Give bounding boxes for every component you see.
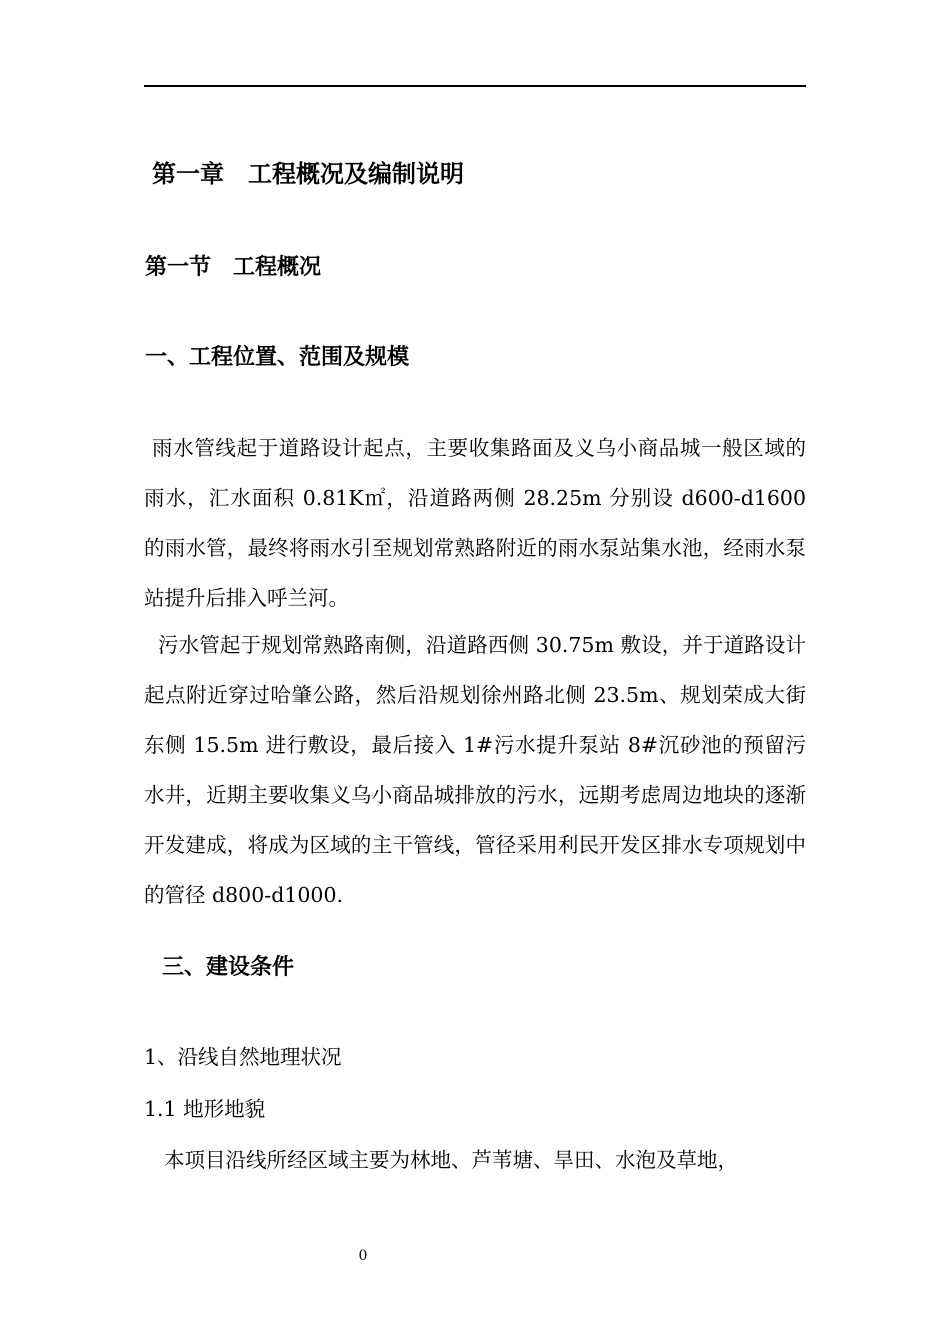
- paragraph-rainwater: 雨水管线起于道路设计起点，主要收集路面及义乌小商品城一般区域的雨水，汇水面积 0.81K㎡，沿道路两侧 28.25m 分别设 d600-d1600 的雨水管，最终将雨水引至规划常熟路附近的雨水泵站集水池，经雨水泵站提升后排入呼兰河。: [144, 436, 806, 610]
- chapter-title: 第一章 工程概况及编制说明: [152, 160, 464, 188]
- item-natural-geography: 1、沿线自然地理状况: [144, 1045, 342, 1069]
- page-number: 0: [358, 1248, 368, 1264]
- item-topography: 1.1 地形地貌: [144, 1097, 266, 1121]
- section-title: 第一节 工程概况: [145, 255, 322, 280]
- header-rule: [144, 85, 806, 87]
- subsection-title-location: 一、工程位置、范围及规模: [145, 345, 410, 370]
- paragraph-topography: 本项目沿线所经区域主要为林地、芦苇塘、旱田、水泡及草地，: [164, 1148, 738, 1172]
- subsection-title-conditions: 三、建设条件: [162, 955, 295, 980]
- paragraph-sewage: 污水管起于规划常熟路南侧，沿道路西侧 30.75m 敷设，并于道路设计起点附近穿过哈肇公路，然后沿规划徐州路北侧 23.5m、规划荣成大街东侧 15.5m 进行敷设，最后接入 1#污水提升泵站 8#沉砂池的预留污水井，近期主要收集义乌小商品城排放的污水，远期考虑周边地块的逐渐开发建成，将成为区域的主干管线，管径采用利民开发区排水专项规划中的管径 d800-d1000.: [144, 633, 806, 907]
